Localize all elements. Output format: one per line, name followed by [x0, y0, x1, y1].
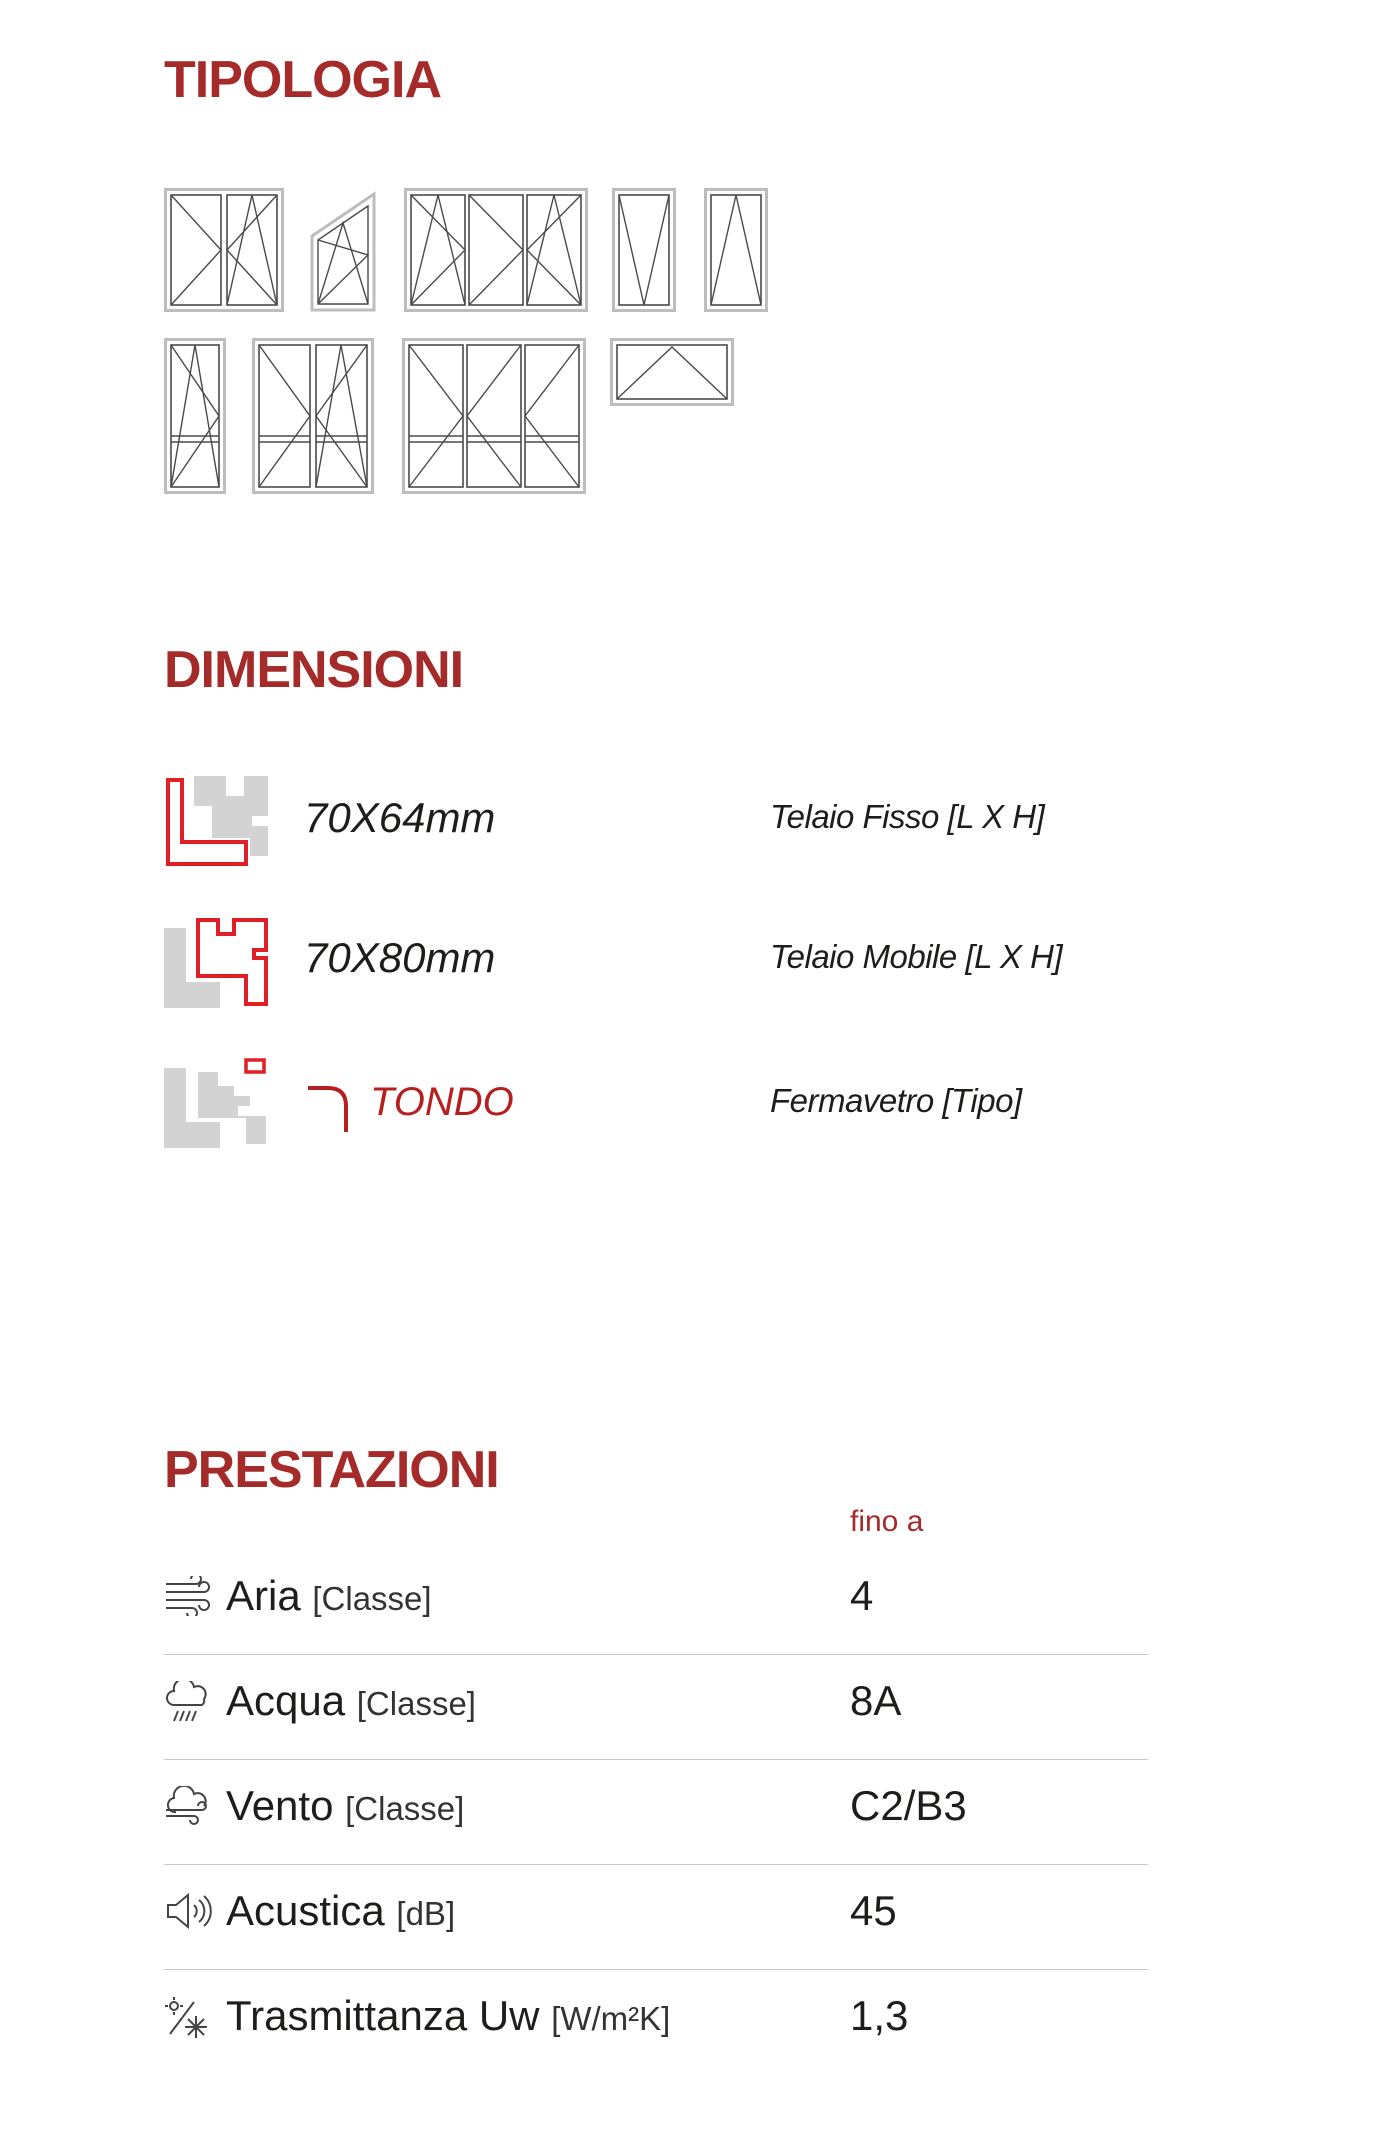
thermal-transmittance-icon [164, 1996, 212, 2040]
performance-value: 1,3 [850, 1992, 909, 2039]
glazing-bead-profile-icon [164, 1056, 268, 1148]
section-title-tipologia: TIPOLOGIA [164, 51, 441, 109]
window-type-balcony-door-single [164, 338, 226, 494]
dimension-row-telaio-fisso [164, 776, 1164, 866]
window-type-single-bottom-hinge [704, 188, 768, 312]
dimension-label: Telaio Mobile [L X H] [770, 938, 1063, 975]
performance-value: C2/B3 [850, 1782, 967, 1829]
fixed-frame-profile-icon [164, 776, 268, 868]
performance-name: Vento [Classe] [226, 1782, 465, 1829]
wind-cloud-icon [164, 1786, 212, 1826]
sash-profile-icon [164, 916, 268, 1008]
performance-name: Acqua [Classe] [226, 1677, 476, 1724]
section-title-dimensioni: DIMENSIONI [164, 641, 464, 699]
performance-value: 45 [850, 1887, 897, 1934]
window-type-double-sash-tilt-turn [164, 188, 284, 312]
rain-cloud-icon [164, 1681, 212, 1725]
dimension-row-fermavetro [164, 1056, 1164, 1146]
window-type-triple-sash [404, 188, 588, 312]
round-bead-icon [306, 1084, 352, 1134]
section-title-prestazioni: PRESTAZIONI [164, 1441, 499, 1499]
speaker-icon [164, 1891, 212, 1931]
performance-row-trasmittanza [164, 1970, 1148, 2074]
performance-name: Trasmittanza Uw [W/m²K] [226, 1992, 671, 2039]
performance-row-acqua [164, 1655, 1148, 1760]
performance-row-acustica [164, 1865, 1148, 1970]
window-type-balcony-door-double [252, 338, 374, 494]
dimension-label: Fermavetro [Tipo] [770, 1082, 1022, 1119]
wind-lines-icon [164, 1576, 212, 1616]
column-header-fino-a: fino a [850, 1505, 924, 1538]
dimension-value: 70X64mm [304, 794, 496, 841]
window-type-horizontal-top-hung [610, 338, 734, 406]
window-type-single-tilt [612, 188, 676, 312]
window-type-trapezoid [310, 192, 376, 312]
performance-name: Aria [Classe] [226, 1572, 432, 1619]
performance-name: Acustica [dB] [226, 1887, 456, 1934]
dimension-value: TONDO [370, 1080, 514, 1124]
dimension-row-telaio-mobile [164, 916, 1164, 1006]
performance-value: 8A [850, 1677, 902, 1724]
dimension-label: Telaio Fisso [L X H] [770, 798, 1045, 835]
window-type-balcony-door-triple [402, 338, 586, 494]
performance-row-vento [164, 1760, 1148, 1865]
performance-value: 4 [850, 1572, 874, 1619]
dimension-value: 70X80mm [304, 934, 496, 981]
performance-row-aria [164, 1550, 1148, 1655]
